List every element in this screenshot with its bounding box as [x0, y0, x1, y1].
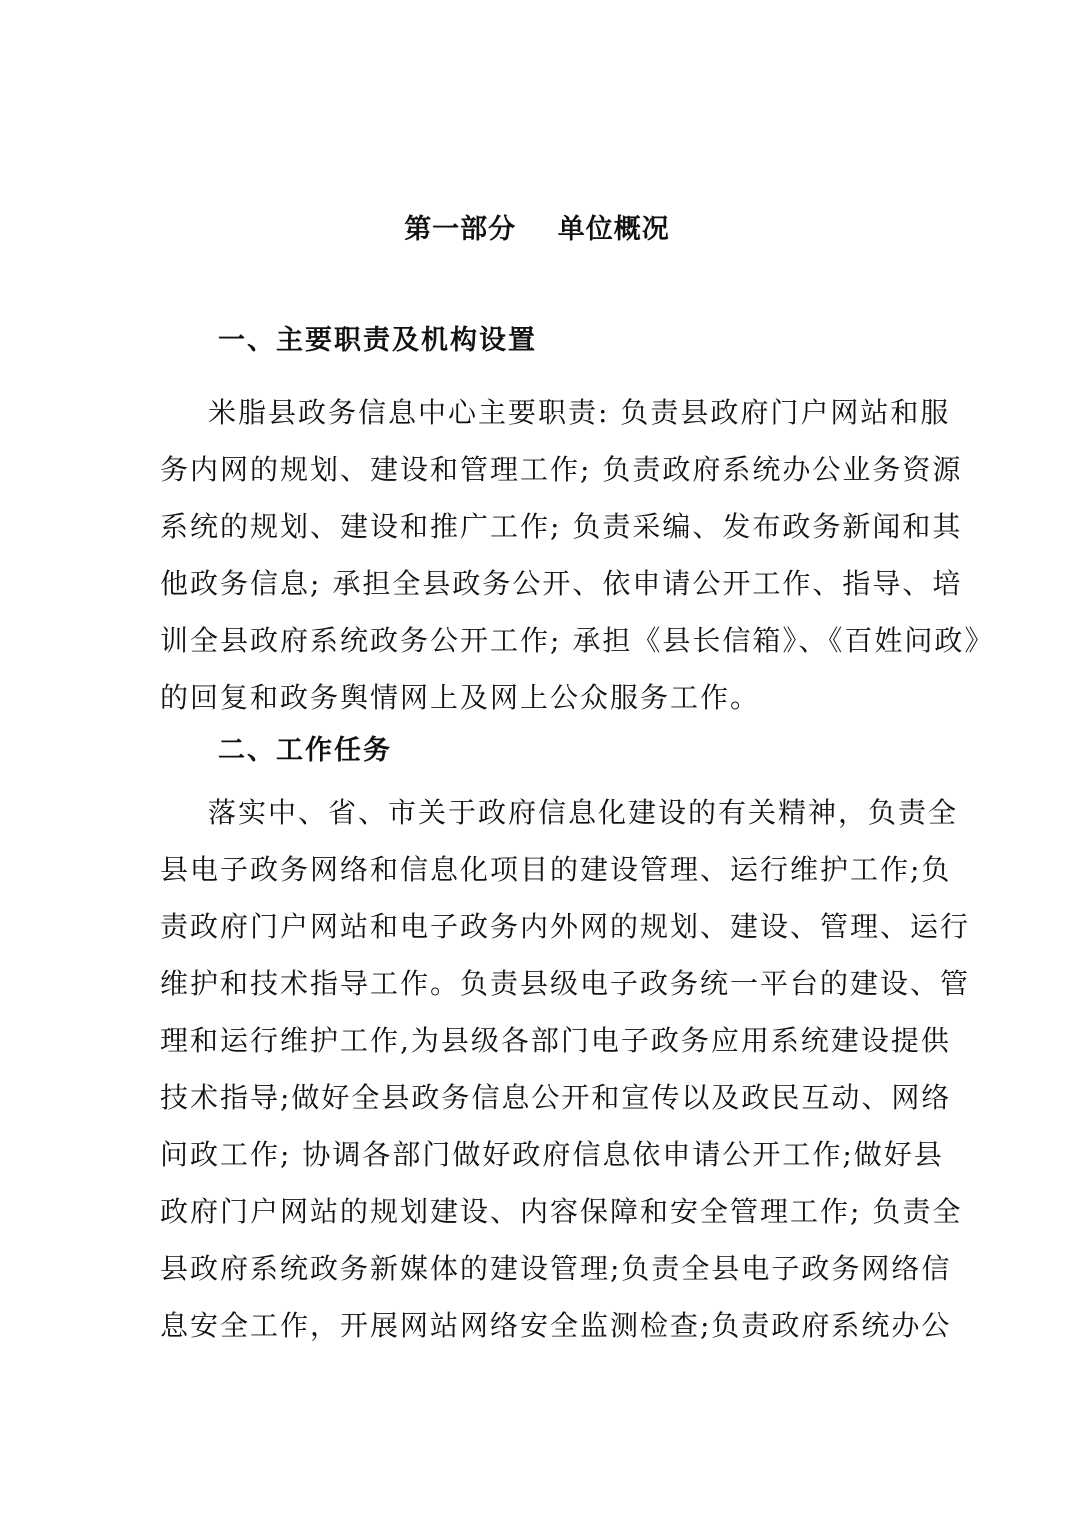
- paragraph-line: 理和运行维护工作,为县级各部门电子政务应用系统建设提供: [160, 1024, 951, 1057]
- paragraph-line: 县电子政务网络和信息化项目的建设管理、运行维护工作;负: [160, 853, 952, 886]
- section-heading-responsibilities: 一、主要职责及机构设置: [218, 325, 537, 356]
- paragraph-line: 他政务信息; 承担全县政务公开、依申请公开工作、指导、培: [160, 567, 963, 600]
- section-heading-tasks: 二、工作任务: [218, 735, 392, 766]
- paragraph-line: 维护和技术指导工作。负责县级电子政务统一平台的建设、管: [160, 967, 971, 1000]
- paragraph-line: 务内网的规划、建设和管理工作; 负责政府系统办公业务资源: [160, 453, 963, 486]
- paragraph-line: 问政工作; 协调各部门做好政府信息依申请公开工作;做好县: [160, 1138, 944, 1171]
- paragraph-line: 责政府门户网站和电子政务内外网的规划、建设、管理、运行: [160, 910, 971, 943]
- paragraph-line: 训全县政府系统政务公开工作; 承担《县长信箱》、《百姓问政》: [160, 624, 995, 657]
- paragraph-line: 的回复和政务舆情网上及网上公众服务工作。: [160, 681, 761, 714]
- responsibilities-paragraph: [160, 384, 995, 726]
- paragraph-line: 县政府系统政务新媒体的建设管理;负责全县电子政务网络信: [160, 1252, 952, 1285]
- paragraph-line: 落实中、省、市关于政府信息化建设的有关精神，负责全: [208, 796, 959, 829]
- paragraph-line: 技术指导;做好全县政务信息公开和宣传以及政民互动、网络: [160, 1081, 952, 1114]
- paragraph-line: 米脂县政务信息中心主要职责: 负责县政府门户网站和服: [208, 396, 951, 429]
- tasks-paragraph: [160, 784, 971, 1354]
- page-title: 第一部分 单位概况: [404, 214, 670, 245]
- paragraph-line: 政府门户网站的规划建设、内容保障和安全管理工作; 负责全: [160, 1195, 963, 1228]
- paragraph-line: 系统的规划、建设和推广工作; 负责采编、发布政务新闻和其: [160, 510, 963, 543]
- paragraph-line: 息安全工作，开展网站网络安全监测检查;负责政府系统办公: [160, 1309, 952, 1342]
